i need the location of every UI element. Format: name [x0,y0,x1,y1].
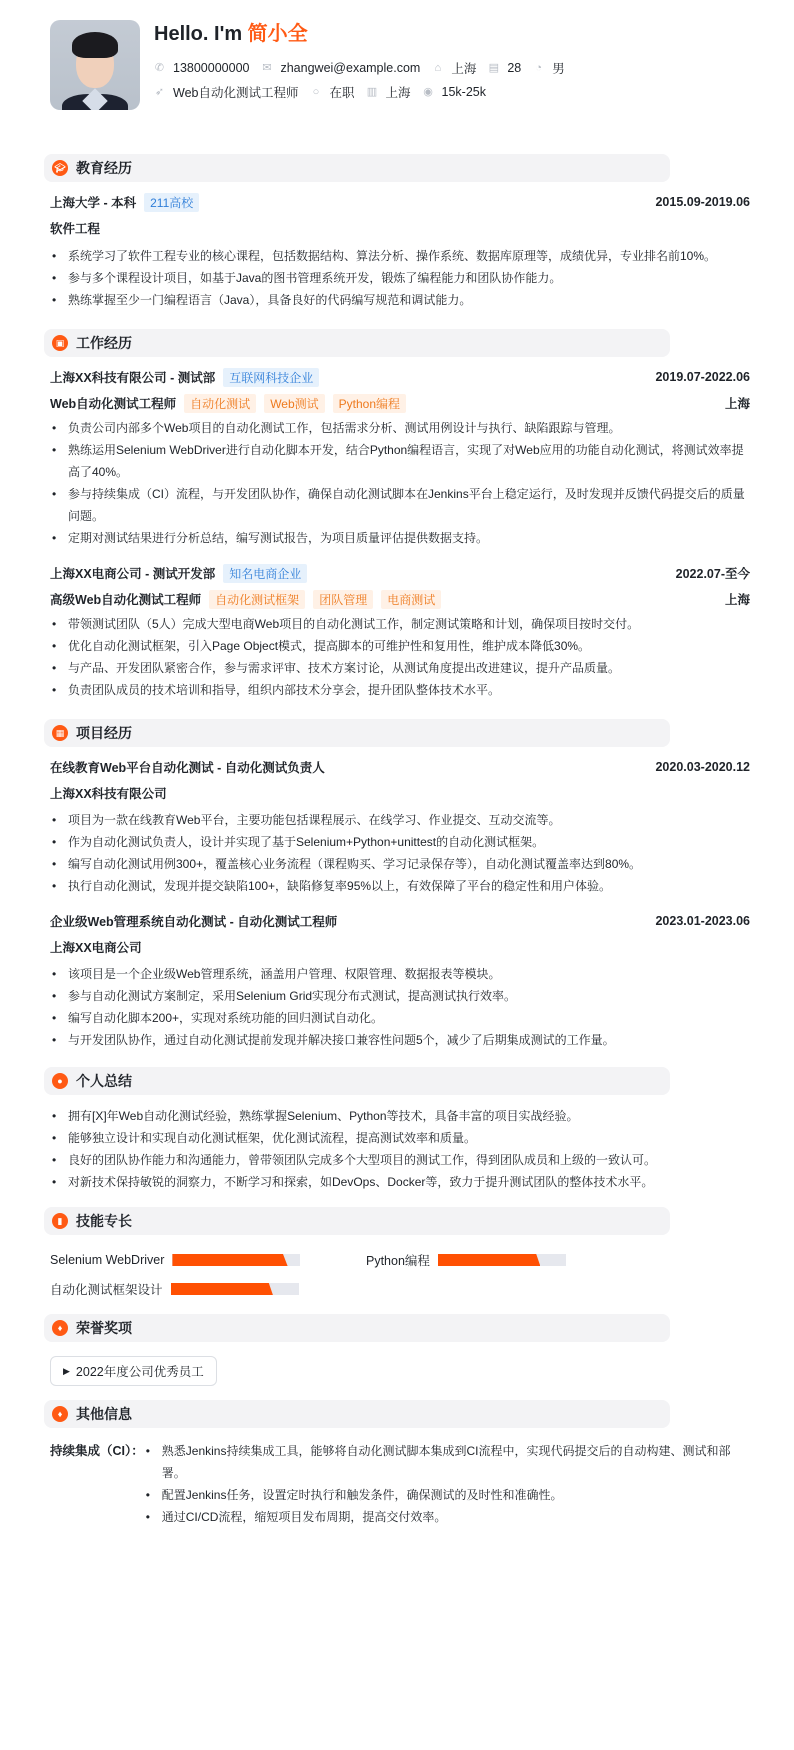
skill-bar [438,1254,566,1266]
greeting: Hello. I'm [154,23,243,45]
play-triangle-icon: ▶ [63,1365,70,1376]
project-bullets [50,963,750,1051]
project-period: 2023.01-2023.06 [655,914,750,928]
section-title: 荣誉奖项 [76,1320,132,1336]
section-title: 工作经历 [76,335,132,351]
contact-row [154,60,577,76]
school-name: 上海大学 - 本科 [50,196,137,210]
list-item: • 参与持续集成（CI）流程，与开发团队协作，确保自动化测试脚本在Jenkins平台上稳定运行，及时发现并反馈代码提交后的质量问题。 [50,483,750,527]
meta-text: 13800000000 [173,61,250,75]
bar-chart-icon: ▮ [52,1213,68,1229]
company-tag: 互联网科技企业 [223,368,319,387]
skill-tag: 团队管理 [313,590,373,609]
project-list [50,757,750,1051]
section-title: 其他信息 [76,1406,132,1422]
list-item: • 项目为一款在线教育Web平台，主要功能包括课程展示、在线学习、作业提交、互动交流等。 [50,809,750,831]
skill-item [366,1249,682,1271]
list-item: • 与开发团队协作，通过自动化测试提前发现并解决接口兼容性问题5个，减少了后期集成测试的工作量。 [50,1029,750,1051]
skill-bar [172,1254,300,1266]
list-item: • 拥有[X]年Web自动化测试经验，熟练掌握Selenium、Python等技术，具备丰富的项目实战经验。 [50,1105,750,1127]
project-company: 上海XX电商公司 [50,941,142,955]
award-icon: ♦ [52,1320,68,1336]
home-icon: ⌂ [434,61,442,74]
meta-item [154,61,249,75]
project-company: 上海XX科技有限公司 [50,787,167,801]
skill-item [50,1278,366,1300]
award-item[interactable] [50,1356,217,1386]
header-info [154,20,577,130]
age-icon: ▤ [488,61,500,74]
other-bullets [144,1440,750,1528]
section-title: 技能专长 [76,1213,132,1229]
meta-text: 上海 [451,62,477,76]
role-row [50,589,750,609]
briefcase-icon: ▣ [52,335,68,351]
skill-name: Python编程 [366,1254,430,1268]
other-label: 持续集成（CI）： [50,1444,144,1458]
major: 软件工程 [50,222,101,236]
list-item: • 对新技术保持敏锐的洞察力，不断学习和探索，如DevOps、Docker等，致力于提升测试团队的整体技术水平。 [50,1171,750,1193]
meta-item [310,83,354,101]
section-title: 教育经历 [76,160,132,176]
list-item: • 定期对测试结果进行分析总结，编写测试报告，为项目质量评估提供数据支持。 [50,527,750,549]
building-icon: ▥ [366,85,378,98]
avatar-hair [72,32,118,58]
work-bullets [50,613,750,701]
skill-name: Selenium WebDriver [50,1253,165,1267]
meta-item [432,59,476,77]
list-item: • 参与多个课程设计项目，如基于Java的图书管理系统开发，锻炼了编程能力和团队协作能力。 [50,267,750,289]
section-title: 项目经历 [76,725,132,741]
list-item: • 通过CI/CD流程，缩短项目发布周期，提高交付效率。 [144,1506,750,1528]
section-title: 个人总结 [76,1073,132,1089]
work-list [50,367,750,701]
school-tag: 211高校 [144,193,199,212]
send-icon: ➶ [154,85,165,98]
project-name: 在线教育Web平台自动化测试 - 自动化测试负责人 [50,761,325,775]
skill-bar-fill [438,1254,540,1266]
list-item: • 编写自动化测试用例300+，覆盖核心业务流程（课程购买、学习记录保存等），自动化测试覆盖率达到80%。 [50,853,750,875]
company-tag: 知名电商企业 [223,564,307,583]
grid-icon: ▦ [52,725,68,741]
job-intent-row [154,84,577,100]
section-header-work [44,329,670,357]
phone-icon: ✆ [154,61,165,74]
skill-bar-fill [171,1283,273,1295]
skill-tag: 自动化测试框架 [209,590,305,609]
candidate-name: 简小全 [247,23,308,45]
meta-item [367,83,411,101]
list-item: • 系统学习了软件工程专业的核心课程，包括数据结构、算法分析、操作系统、数据库原理等，成绩优异，专业排名前10%。 [50,245,750,267]
role-row [50,393,750,413]
flame-icon: ♦ [52,1406,68,1422]
company-name: 上海XX科技有限公司 - 测试部 [50,371,216,385]
education-period: 2015.09-2019.06 [655,195,750,209]
education-row [50,192,750,212]
work-location: 上海 [724,397,750,411]
work-entry [50,563,750,701]
project-row [50,911,750,931]
salary-icon: ◉ [423,85,433,98]
list-item: • 带领测试团队（5人）完成大型电商Web项目的自动化测试工作，制定测试策略和计划，确保项目按时交付。 [50,613,750,635]
graduation-cap-icon: 🎓︎ [52,160,68,176]
meta-text: Web自动化测试工程师 [173,86,299,100]
meta-item [261,61,420,75]
education-bullets [50,245,750,311]
meta-text: 在职 [329,86,355,100]
skill-tag: 电商测试 [381,590,441,609]
meta-item [423,85,486,99]
role-name: Web自动化测试工程师 [50,397,177,411]
list-item: • 熟练运用Selenium WebDriver进行自动化脚本开发，结合Python编程语言，实现了对Web应用的功能自动化测试，将测试效率提高了40%。 [50,439,750,483]
list-item: • 与产品、开发团队紧密合作，参与需求评审、技术方案讨论，从测试角度提出改进建议，提升产品质量。 [50,657,750,679]
skill-bar [171,1283,299,1295]
company-row [50,367,750,387]
resume-header [50,20,750,130]
list-item: • 熟练掌握至少一门编程语言（Java），具备良好的代码编写规范和调试能力。 [50,289,750,311]
other-info [50,1440,750,1528]
section-header-skills [44,1207,670,1235]
work-bullets [50,417,750,549]
skills-list [50,1249,750,1300]
list-item: • 该项目是一个企业级Web管理系统，涵盖用户管理、权限管理、数据报表等模块。 [50,963,750,985]
list-item: • 参与自动化测试方案制定，采用Selenium Grid实现分布式测试，提高测试执行效率。 [50,985,750,1007]
section-header-other [44,1400,670,1428]
section-header-projects [44,719,670,747]
list-item: • 熟悉Jenkins持续集成工具，能够将自动化测试脚本集成到CI流程中，实现代码提交后的自动构建、测试和部署。 [144,1440,750,1484]
meta-text: 28 [507,61,522,75]
avatar [50,20,140,110]
skill-item [50,1249,366,1271]
work-entry [50,367,750,549]
meta-item [533,59,565,77]
list-item: • 能够独立设计和实现自动化测试框架，优化测试流程，提高测试效率和质量。 [50,1127,750,1149]
mail-icon: ✉ [262,61,272,74]
list-item: • 负责团队成员的技术培训和指导，组织内部技术分享会，提升团队整体技术水平。 [50,679,750,701]
award-text: 2022年度公司优秀员工 [75,1365,204,1379]
meta-text: zhangwei@example.com [280,61,421,75]
awards-list [50,1356,750,1386]
gender-icon: ◔ [535,61,543,74]
meta-text: 男 [552,62,565,76]
project-bullets [50,809,750,897]
project-period: 2020.03-2020.12 [655,760,750,774]
section-header-education [44,154,670,182]
skill-tag: 自动化测试 [184,394,256,413]
meta-text: 15k-25k [441,85,486,99]
education-entry [50,192,750,311]
list-item: • 执行自动化测试，发现并提交缺陷100+，缺陷修复率95%以上，有效保障了平台的稳定性和用户体验。 [50,875,750,897]
list-item: • 作为自动化测试负责人，设计并实现了基于Selenium+Python+unittest的自动化测试框架。 [50,831,750,853]
page-title [154,20,577,48]
skill-tag: Python编程 [333,394,406,413]
project-row [50,757,750,777]
meta-item [488,61,521,75]
section-header-summary [44,1067,670,1095]
skill-name: 自动化测试框架设计 [50,1283,163,1297]
skill-bar-fill [172,1254,287,1266]
list-item: • 良好的团队协作能力和沟通能力，曾带领团队完成多个大型项目的测试工作，得到团队成员和上级的一致认可。 [50,1149,750,1171]
company-name: 上海XX电商公司 - 测试开发部 [50,567,216,581]
section-header-awards [44,1314,670,1342]
list-item: • 负责公司内部多个Web项目的自动化测试工作，包括需求分析、测试用例设计与执行、缺陷跟踪与管理。 [50,417,750,439]
summary-bullets [50,1105,750,1193]
project-entry [50,911,750,1051]
list-item: • 配置Jenkins任务，设置定时执行和触发条件，确保测试的及时性和准确性。 [144,1484,750,1506]
project-name: 企业级Web管理系统自动化测试 - 自动化测试工程师 [50,915,338,929]
company-row [50,563,750,583]
project-entry [50,757,750,897]
meta-text: 上海 [385,86,411,100]
status-icon: ○ [312,85,320,98]
role-name: 高级Web自动化测试工程师 [50,593,202,607]
work-location: 上海 [724,593,750,607]
list-item: • 编写自动化脚本200+，实现对系统功能的回归测试自动化。 [50,1007,750,1029]
list-item: • 优化自动化测试框架，引入Page Object模式，提高脚本的可维护性和复用性，维护成本降低30%。 [50,635,750,657]
user-icon: ● [52,1073,68,1089]
meta-item [154,83,298,101]
skill-tag: Web测试 [264,394,324,413]
work-period: 2022.07-至今 [675,567,750,581]
work-period: 2019.07-2022.06 [655,370,750,384]
